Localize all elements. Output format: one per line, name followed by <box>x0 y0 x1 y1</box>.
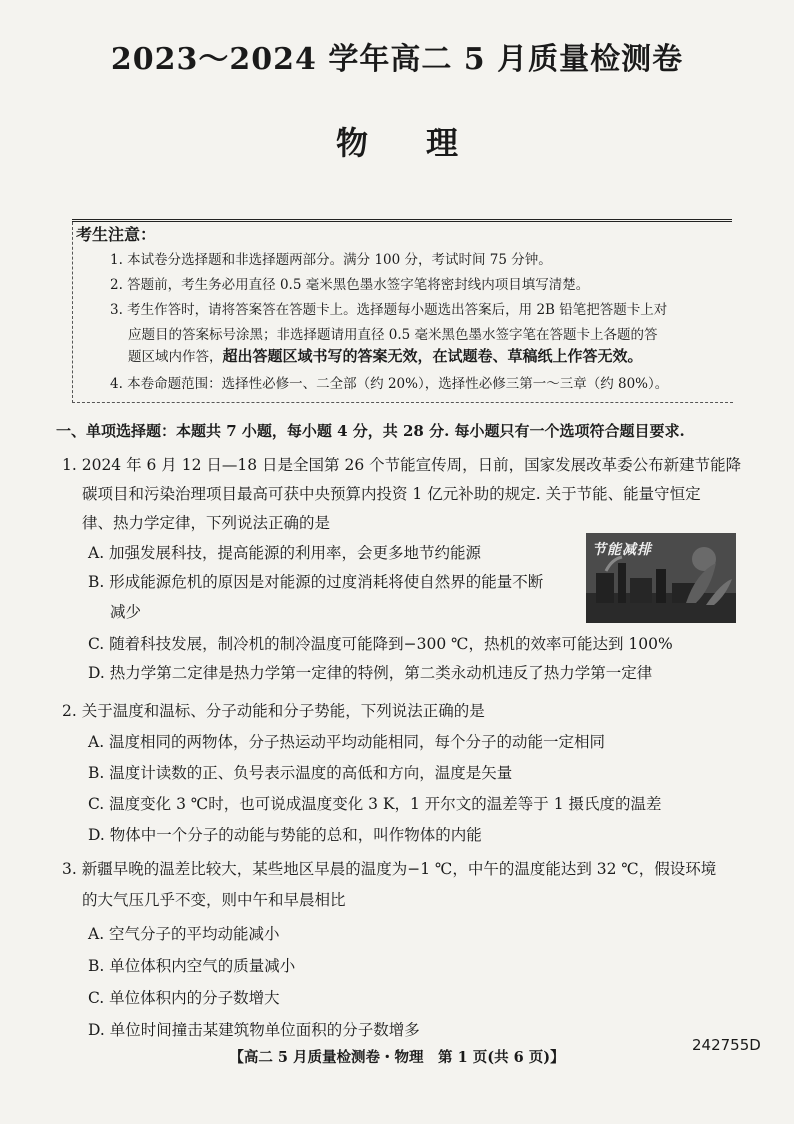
q3-option-b: B. 单位体积内空气的质量减小 <box>88 957 296 975</box>
q1-option-a: A. 加强发展科技，提高能源的利用率，会更多地节约能源 <box>88 544 482 562</box>
notice-line-3: 3. 考生作答时，请将答案答在答题卡上。选择题每小题选出答案后，用 2B 铅笔把答题卡上对 <box>110 302 668 318</box>
q2-option-b: B. 温度计读数的正、负号表示温度的高低和方向，温度是矢量 <box>88 764 513 782</box>
subject-title: 物理 <box>335 124 516 162</box>
exam-title: 2023～2024 学年高二 5 月质量检测卷 <box>110 42 684 77</box>
q2-option-c: C. 温度变化 3 ℃时，也可说成温度变化 3 K，1 开尔文的温差等于 1 摄氏度的温差 <box>88 795 662 813</box>
notice-line-1: 1. 本试卷分选择题和非选择题两部分。满分 100 分，考试时间 75 分钟。 <box>110 252 552 268</box>
q2-option-d: D. 物体中一个分子的动能与势能的总和，叫作物体的内能 <box>88 826 482 844</box>
notice-line-3c-text: 题区域内作答， <box>128 349 223 365</box>
q3-option-d: D. 单位时间撞击某建筑物单位面积的分子数增多 <box>88 1021 420 1039</box>
q1-stem-1: 1. 2024 年 6 月 12 日—18 日是全国第 26 个节能宣传周，日前，国家发展改革委公布新建节能降 <box>62 456 742 474</box>
q1-option-b: B. 形成能源危机的原因是对能源的过度消耗将使自然界的能量不断 <box>88 573 544 591</box>
notice-line-3b: 应题目的答案标号涂黑；非选择题请用直径 0.5 毫米黑色墨水签字笔在答题卡上各题的答 <box>128 327 658 343</box>
q1-stem-3: 律、热力学定律，下列说法正确的是 <box>82 514 331 532</box>
section-heading: 一、单项选择题：本题共 7 小题，每小题 4 分，共 28 分. 每小题只有一个选项符合题目要求. <box>56 422 685 440</box>
q2-stem: 2. 关于温度和温标、分子动能和分子势能，下列说法正确的是 <box>62 702 485 720</box>
notice-title: 考生注意： <box>76 225 157 244</box>
q3-option-c: C. 单位体积内的分子数增大 <box>88 989 280 1007</box>
paper-code: 242755D <box>692 1036 761 1054</box>
q3-option-a: A. 空气分子的平均动能减小 <box>88 925 280 943</box>
q1-option-c: C. 随着科技发展，制冷机的制冷温度可能降到−300 ℃，热机的效率可能达到 100% <box>88 635 673 653</box>
notice-line-2: 2. 答题前，考生务必用直径 0.5 毫米黑色墨水签字笔将密封线内项目填写清楚。 <box>110 277 590 293</box>
notice-line-4: 4. 本卷命题范围：选择性必修一、二全部（约 20%），选择性必修三第一～三章（约 80%）。 <box>110 376 669 392</box>
notice-warning: 超出答题区域书写的答案无效，在试题卷、草稿纸上作答无效。 <box>222 347 643 365</box>
page-footer: 【高二 5 月质量检测卷・物理 第 1 页(共 6 页)】 <box>229 1049 565 1066</box>
energy-saving-illustration <box>586 533 736 623</box>
q1-option-d: D. 热力学第二定律是热力学第一定律的特例，第二类永动机违反了热力学第一定律 <box>88 664 653 682</box>
illustration-caption: 节能减排 <box>592 542 652 558</box>
notice-line-3c <box>128 345 643 366</box>
q1-option-b-cont: 减少 <box>110 603 142 621</box>
q3-stem-1: 3. 新疆早晚的温差比较大，某些地区早晨的温度为−1 ℃，中午的温度能达到 32 ℃，假设环境 <box>62 860 717 878</box>
q1-stem-2: 碳项目和污染治理项目最高可获中央预算内投资 1 亿元补助的规定. 关于节能、能量守恒定 <box>82 485 701 503</box>
q2-option-a: A. 温度相同的两物体，分子热运动平均动能相同，每个分子的动能一定相同 <box>88 733 606 751</box>
q3-stem-2: 的大气压几乎不变，则中午和早晨相比 <box>82 891 346 909</box>
